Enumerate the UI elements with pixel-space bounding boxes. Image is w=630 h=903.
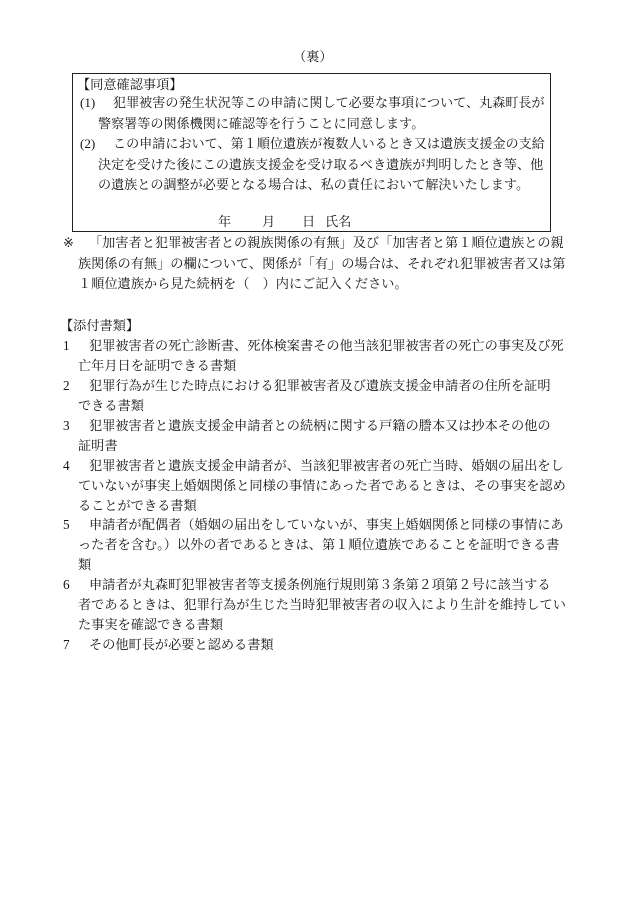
signature-year-label: 年 [218,214,232,229]
note-line: 「加害者と犯罪被害者との親族関係の有無」及び「加害者と第１順位遺族との親 [89,235,564,250]
attachment-line: た事実を確認できる書類 [78,617,224,633]
attachment-item [63,635,566,655]
attachment-number: 2 [63,377,70,393]
signature-name-label: 氏名 [325,214,352,229]
note-mark: ※ [63,235,75,250]
attachment-number: 3 [63,417,70,433]
attachment-number: 7 [63,637,70,653]
attachment-line: その他町長が必要と認める書類 [89,637,274,653]
attachment-number: 6 [63,577,70,593]
attachment-item [63,575,566,635]
attachment-line: ることができる書類 [78,497,197,513]
attachment-line: 申請者が配偶者（婚姻の届出をしていないが、事実上婚姻関係と同様の事情にあ [89,517,564,533]
consent-item-line: 警察署等の関係機関に確認等を行うことに同意します。 [98,115,425,131]
consent-item [80,93,545,134]
attachment-number: 1 [63,338,70,353]
attachment-line: 亡年月日を証明できる書類 [78,357,237,373]
consent-item-number: (2) [80,136,96,151]
attachment-number: 4 [63,457,70,473]
note-line: １順位遺族から見た続柄を（ ）内にご記入ください。 [78,276,408,291]
attachment-line: 者であるときは、犯罪行為が生じた当時犯罪被害者の収入により生計を維持してい [78,597,566,613]
note-line: 族関係の有無」の欄について、関係が「有」の場合は、それぞれ犯罪被害者又は第 [78,255,566,271]
note-block [63,233,565,295]
attachment-line: った者を含む。）以外の者であるときは、第１順位遺族であることを証明できる書 [78,537,560,553]
consent-item-line: 犯罪被害の発生状況等この申請に関して必要な事項について、丸森町長が [113,95,545,110]
attachment-item [63,456,566,516]
attachment-item [63,376,566,416]
attachment-line: できる書類 [78,397,144,413]
attachment-number: 5 [63,517,70,533]
attachment-line: 証明書 [78,437,118,453]
consent-item-line: 決定を受けた後にこの遺族支援金を受け取るべき遺族が判明したとき等、他 [98,156,544,172]
consent-heading: 【同意確認事項】 [77,77,183,92]
consent-item-line: の遺族との調整が必要となる場合は、私の責任において解決いたします。 [98,177,530,192]
attachment-item [63,416,566,456]
consent-item [80,134,545,196]
attachments-heading: 【添付書類】 [60,318,140,333]
consent-item-number: (1) [80,95,96,110]
signature-day-label: 日 [302,214,316,229]
attachment-item [63,515,566,575]
attachments-list [63,336,566,655]
signature-month-label: 月 [262,214,276,229]
attachment-line: 類 [78,557,92,573]
attachment-line: 犯罪行為が生じた時点における犯罪被害者及び遺族支援金申請者の住所を証明 [89,377,551,393]
consent-list [80,93,545,196]
page-side-label: （裏） [293,49,333,64]
attachment-line: ていないが事実上婚姻関係と同様の事情にあった者であるときは、その事実を認め [78,477,566,493]
attachment-line: 犯罪被害者と遺族支援金申請者との続柄に関する戸籍の謄本又は抄本その他の [89,417,551,433]
attachment-line: 犯罪被害者の死亡診断書、死体検案書その他当該犯罪被害者の死亡の事実及び死 [89,338,564,353]
attachment-line: 犯罪被害者と遺族支援金申請者が、当該犯罪被害者の死亡当時、婚姻の届出をし [89,457,564,473]
attachment-line: 申請者が丸森町犯罪被害者等支援条例施行規則第３条第２項第２号に該当する [89,577,551,593]
consent-item-line: この申請において、第１順位遺族が複数人いるとき又は遺族支援金の支給 [113,136,545,151]
attachment-item [63,336,566,376]
